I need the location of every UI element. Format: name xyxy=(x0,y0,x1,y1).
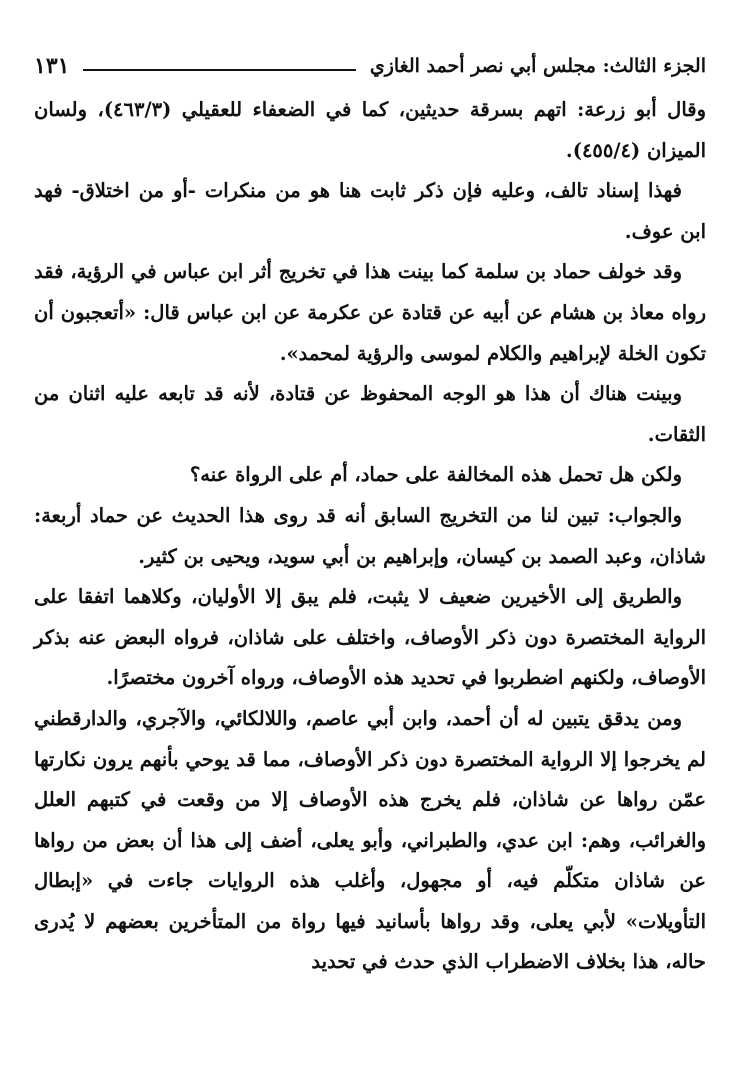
paragraph: فهذا إسناد تالف، وعليه فإن ذكر ثابت هنا هو من منكرات -أو من اختلاق- فهد ابن عوف. xyxy=(34,179,706,243)
body-text xyxy=(34,90,706,983)
paragraph: وقد خولف حماد بن سلمة كما بينت هذا في تخريج أثر ابن عباس في الرؤية، فقد رواه معاذ بن هشام عن أبيه عن قتادة عن عكرمة عن ابن عباس قال: «أتعجبون أن تكون الخلة لإبراهيم والكلام لموسى والرؤية لمحمد». xyxy=(34,260,706,365)
paragraph: ولكن هل تحمل هذه المخالفة على حماد، أم على الرواة عنه؟ xyxy=(189,463,682,487)
paragraph: والجواب: تبين لنا من التخريج السابق أنه قد روى هذا الحديث عن حماد أربعة: شاذان، وعبد الصمد بن كيسان، وإبراهيم بن أبي سويد، ويحيى بن كثير. xyxy=(34,503,706,568)
paragraph: وقال أبو زرعة: اتهم بسرقة حديثين، كما في الضعفاء للعقيلي (٤٦٣/٣)، ولسان الميزان (٤٥٥/٤). xyxy=(34,98,707,162)
running-title: الجزء الثالث: مجلس أبي نصر أحمد الغازي xyxy=(369,55,706,77)
running-header xyxy=(34,48,706,84)
paragraph: والطريق إلى الأخيرين ضعيف لا يثبت، فلم يبق إلا الأوليان، وكلاهما اتفقا على الرواية المختصرة دون ذكر الأوصاف، واختلف على شاذان، فرواه البعض عنه بذكر الأوصاف، ولكنهم اضطربوا في تحديد هذه الأوصاف، ورواه آخرون مختصرًا. xyxy=(34,585,706,690)
paragraph: وبينت هناك أن هذا هو الوجه المحفوظ عن قتادة، لأنه قد تابعه عليه اثنان من الثقات. xyxy=(34,382,706,446)
paragraph: ومن يدقق يتبين له أن أحمد، وابن أبي عاصم، واللالكائي، والآجري، والدارقطني لم يخرجوا إلا الرواية المختصرة دون ذكر الأوصاف، مما قد يوحي بأنهم يرون نكارتها عمّن رواها عن شاذان، فلم يخرج هذه الأوصاف إلا من وقعت في كتبهم العلل والغرائب، وهم: ابن عدي، والطبراني، وأبو يعلى، أضف إلى هذا أن بعض من رواها عن شاذان متكلّم فيه، أو مجهول، وأغلب هذه الروايات جاءت في «إبطال التأويلات» لأبي يعلى، وقد رواها بأسانيد فيها رواة من المتأخرين بعضهم لا يُدرى حاله، هذا بخلاف الاضطراب الذي حدث في تحديد xyxy=(34,706,706,974)
header-rule xyxy=(83,69,355,71)
document-page xyxy=(34,48,706,1058)
page-number: ١٣١ xyxy=(34,53,70,79)
